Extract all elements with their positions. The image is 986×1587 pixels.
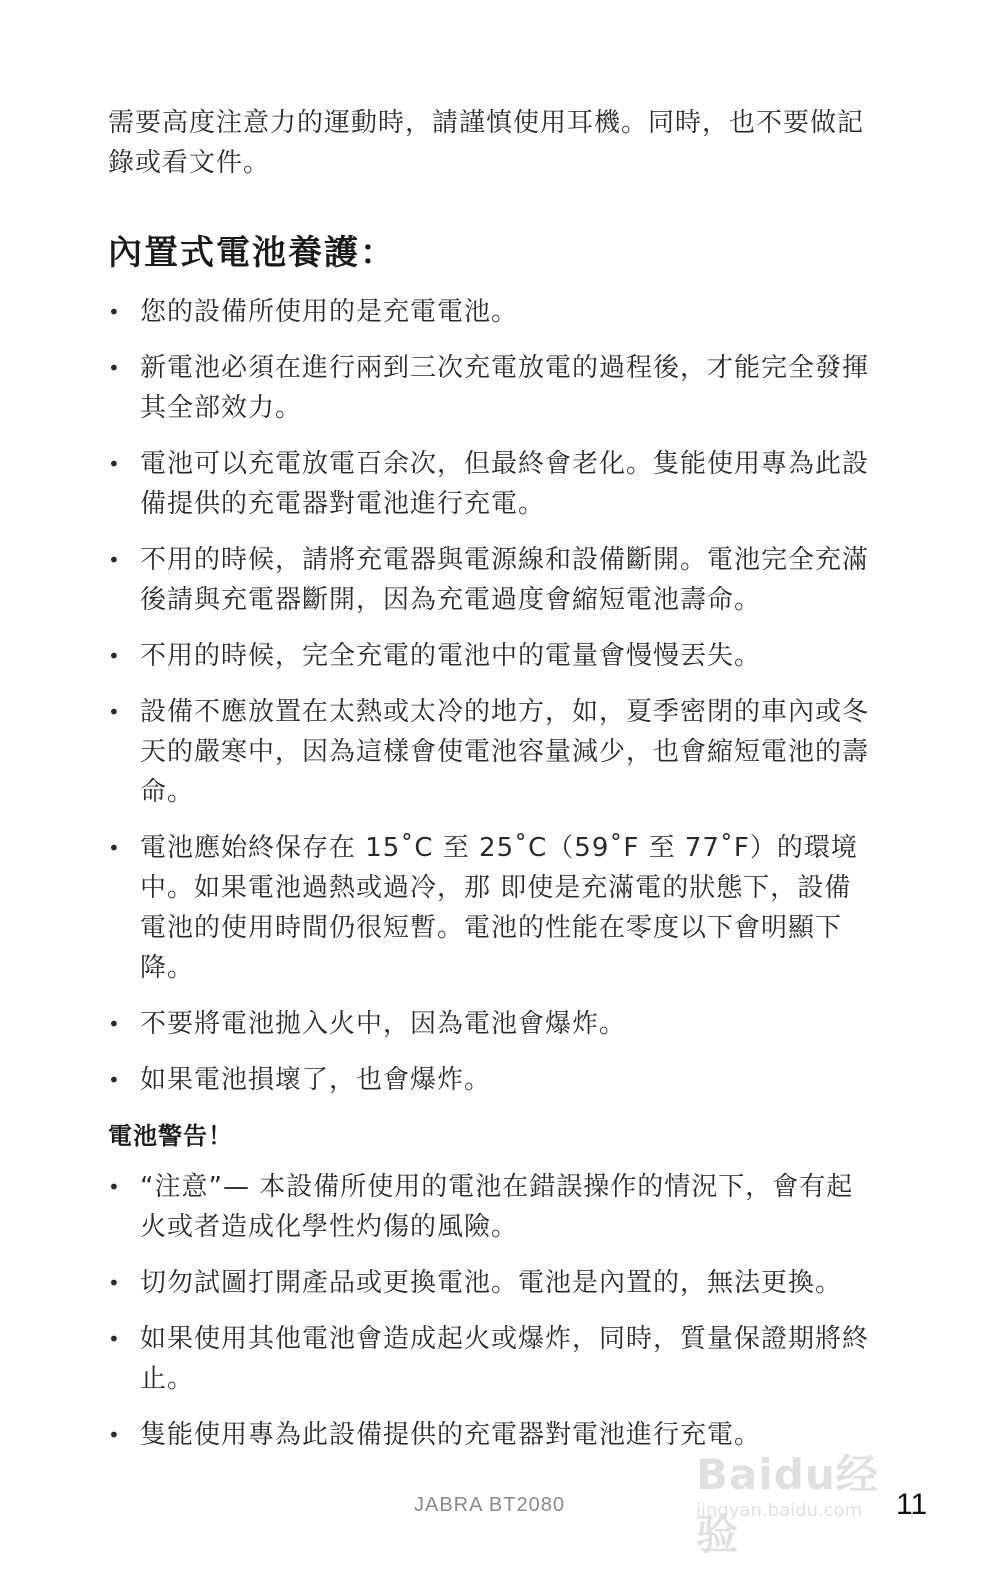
list-item-text: 不用的時候，完全充電的電池中的電量會慢慢丟失。	[140, 641, 762, 671]
list-item-text: 不用的時候，請將充電器與電源線和設備斷開。電池完全充滿後請與充電器斷開，因為充電過度會縮短電池壽命。	[140, 545, 870, 615]
list-item	[108, 1263, 874, 1303]
battery-care-list	[108, 292, 874, 1100]
list-item	[108, 348, 874, 428]
list-item	[108, 1004, 874, 1044]
bullet-icon: •	[108, 1327, 121, 1351]
list-item-text: 電池可以充電放電百余次，但最終會老化。隻能使用專為此設備提供的充電器對電池進行充電。	[140, 449, 870, 519]
watermark-logo: Baidu经验	[696, 1450, 879, 1559]
list-item	[108, 292, 874, 332]
baidu-watermark	[690, 1420, 920, 1559]
list-item-text: 設備不應放置在太熱或太冷的地方，如，夏季密閉的車內或冬天的嚴寒中，因為這樣會使電池容量減少，也會縮短電池的壽命。	[140, 697, 870, 807]
list-item	[108, 1167, 874, 1247]
list-item-text: 電池應始終保存在 15˚C 至 25˚C（59˚F 至 77˚F）的環境中。如果電池過熱或過冷，那 即使是充滿電的狀態下，設備電池的使用時間仍很短暫。電池的性能在零度以下會明顯下降。	[140, 833, 858, 983]
bullet-icon: •	[108, 1068, 121, 1092]
page-number: 11	[896, 1488, 928, 1521]
battery-care-heading: 內置式電池養護：	[108, 233, 396, 273]
list-item	[108, 444, 874, 524]
list-item-text: 不要將電池拋入火中，因為電池會爆炸。	[140, 1009, 627, 1039]
list-item-text: 您的設備所使用的是充電電池。	[140, 297, 519, 327]
bullet-icon: •	[108, 356, 121, 380]
bullet-icon: •	[108, 1012, 121, 1036]
watermark-url: jingyan.baidu.com	[696, 1500, 863, 1521]
battery-warning-list	[108, 1167, 874, 1455]
list-item	[108, 636, 874, 676]
bullet-icon: •	[108, 300, 121, 324]
bullet-icon: •	[108, 548, 121, 572]
list-item	[108, 540, 874, 620]
list-item	[108, 1319, 874, 1399]
document-page	[108, 103, 874, 1471]
intro-paragraph: 需要高度注意力的運動時，請謹慎使用耳機。同時，也不要做記錄或看文件。	[108, 108, 865, 178]
list-item-text: 新電池必須在進行兩到三次充電放電的過程後，才能完全發揮其全部效力。	[140, 353, 870, 423]
bullet-icon: •	[108, 1175, 121, 1199]
footer-brand: JABRA BT2080	[414, 1494, 565, 1516]
bullet-icon: •	[108, 836, 121, 860]
bullet-icon: •	[108, 452, 121, 476]
list-item	[108, 828, 874, 988]
list-item-text: 隻能使用專為此設備提供的充電器對電池進行充電。	[140, 1420, 762, 1450]
list-item-text: “注意”— 本設備所使用的電池在錯誤操作的情況下，會有起火或者造成化學性灼傷的風險。	[140, 1172, 854, 1242]
list-item	[108, 1060, 874, 1100]
bullet-icon: •	[108, 1271, 121, 1295]
battery-warning-heading: 電池警告！	[108, 1122, 233, 1150]
bullet-icon: •	[108, 644, 121, 668]
list-item-text: 如果使用其他電池會造成起火或爆炸，同時，質量保證期將終止。	[140, 1324, 870, 1394]
list-item-text: 切勿試圖打開產品或更換電池。電池是內置的，無法更換。	[140, 1268, 843, 1298]
list-item	[108, 692, 874, 812]
list-item-text: 如果電池損壞了，也會爆炸。	[140, 1065, 492, 1095]
bullet-icon: •	[108, 700, 121, 724]
bullet-icon: •	[108, 1423, 121, 1447]
